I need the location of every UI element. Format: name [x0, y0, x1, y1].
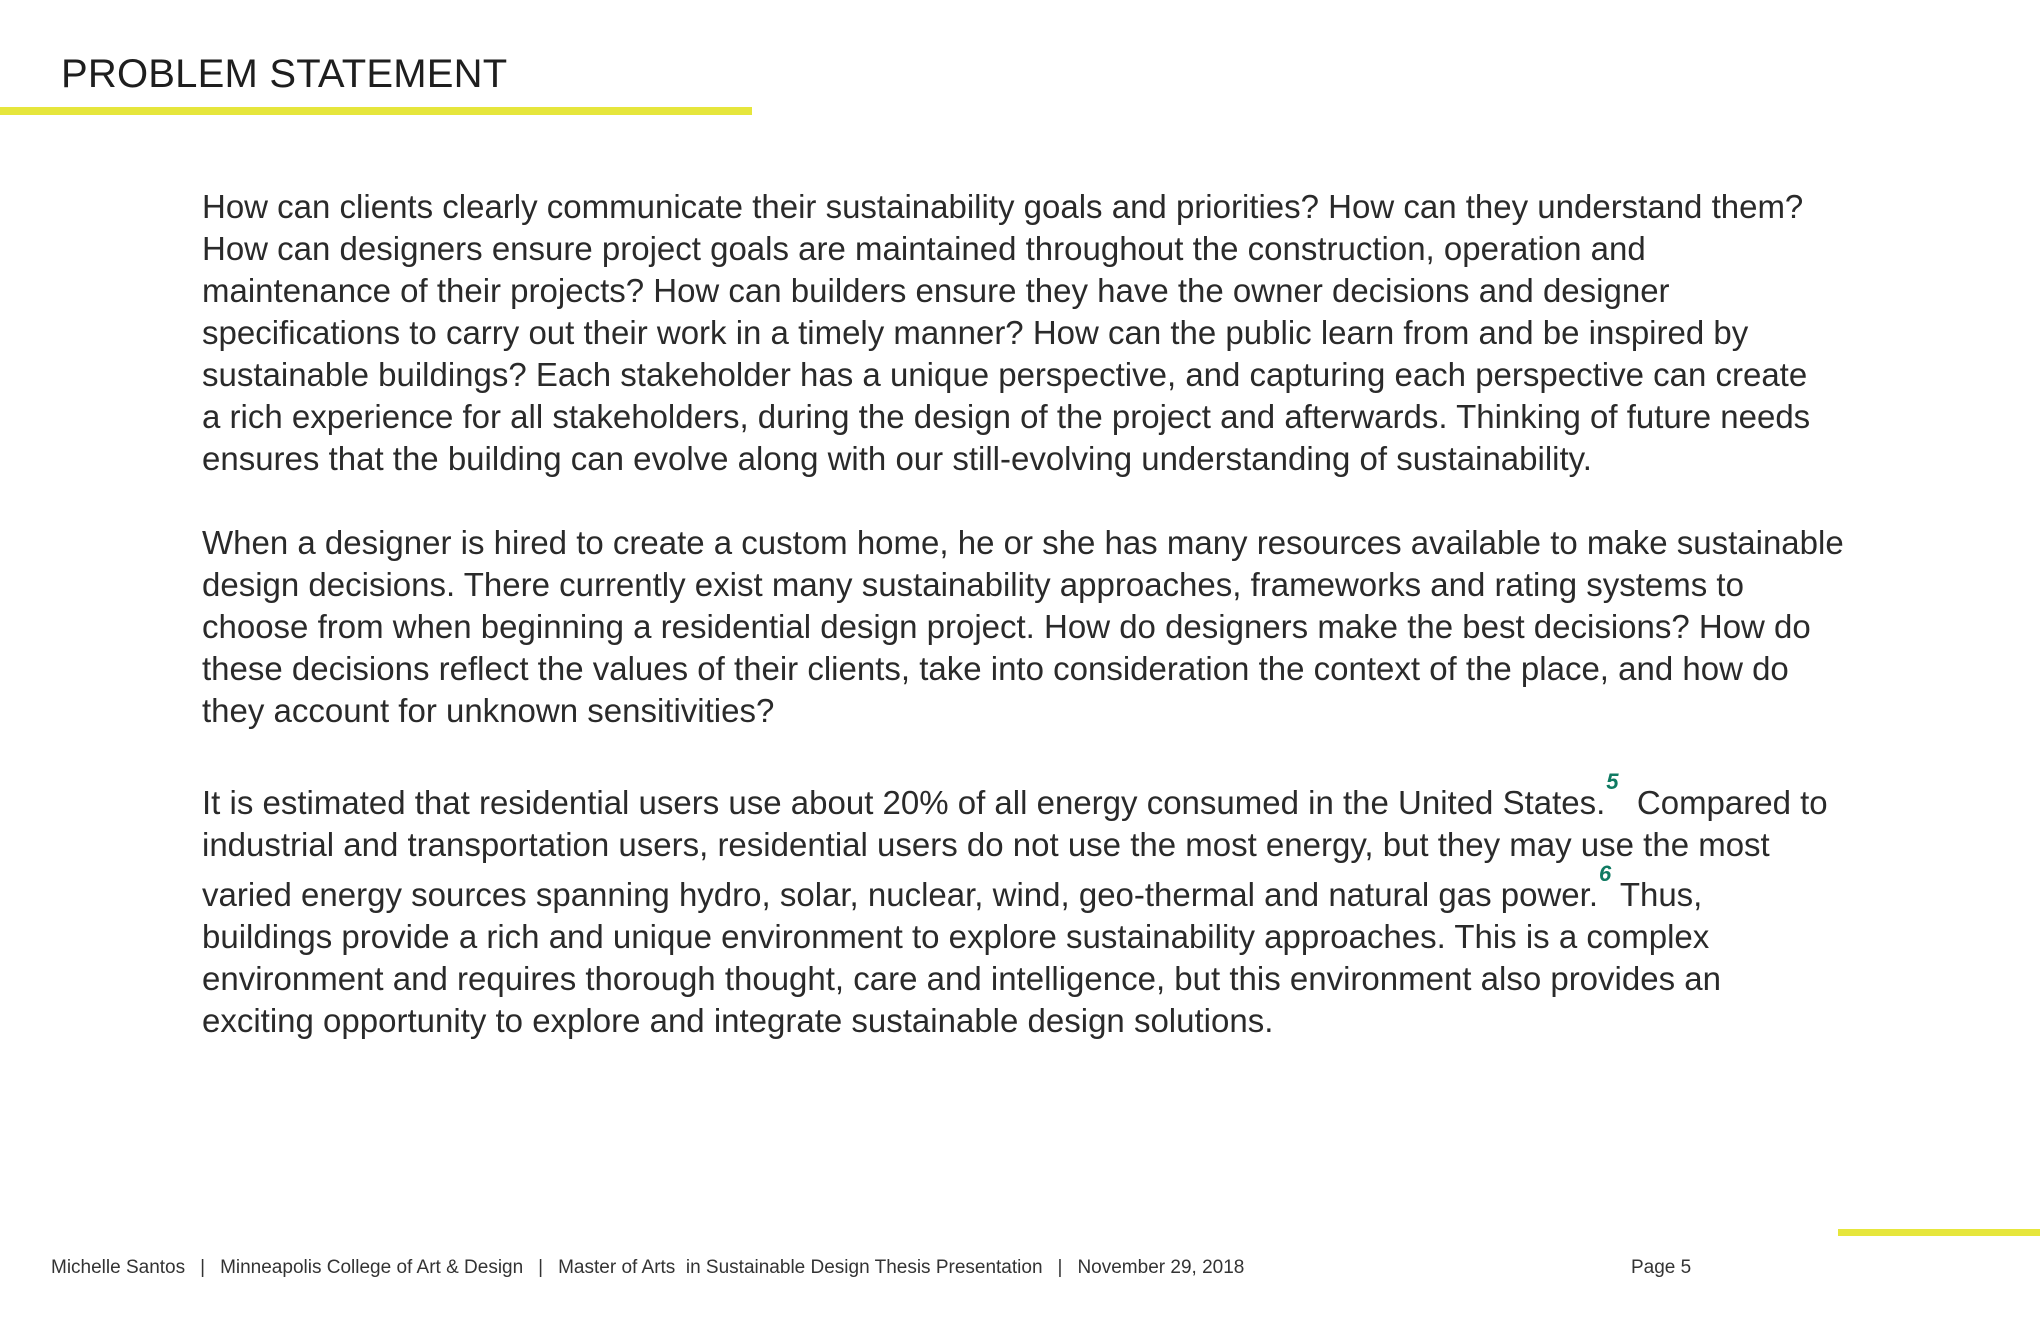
footer-school: Minneapolis College of Art & Design — [220, 1257, 524, 1278]
footer-accent-bar — [1838, 1229, 2040, 1236]
text-line: design decisions. There currently exist many sustainability approaches, frameworks and rating systems to — [202, 566, 1744, 603]
page-heading: PROBLEM STATEMENT — [61, 52, 508, 96]
footer-program: Master of Arts in Sustainable Design Thesis Presentation — [558, 1257, 1043, 1278]
text-segment: Thus, — [1611, 876, 1703, 913]
paragraph-2 — [202, 522, 2002, 732]
footer-separator: | — [1057, 1257, 1063, 1278]
footer-author: Michelle Santos — [51, 1257, 186, 1278]
text-line: environment and requires thorough thought, care and intelligence, but this environment also provides an — [202, 960, 1721, 997]
text-line — [202, 861, 2002, 916]
paragraph-1 — [202, 186, 2002, 480]
text-line: maintenance of their projects? How can builders ensure they have the owner decisions and designer — [202, 272, 1670, 309]
text-line: ensures that the building can evolve along with our still-evolving understanding of sustainability. — [202, 440, 1592, 477]
footer-separator: | — [538, 1257, 544, 1278]
text-line — [202, 769, 2002, 824]
text-line: a rich experience for all stakeholders, during the design of the project and afterwards. Thinking of future needs — [202, 398, 1811, 435]
text-line: specifications to carry out their work in a timely manner? How can the public learn from and be inspired by — [202, 314, 1749, 351]
footnote-reference-6[interactable]: 6 — [1599, 861, 1612, 886]
paragraph-3 — [202, 769, 2002, 1042]
text-line: exciting opportunity to explore and integrate sustainable design solutions. — [202, 1002, 1274, 1039]
page-number: Page 5 — [1631, 1257, 1692, 1278]
text-line: How can designers ensure project goals are maintained throughout the construction, operation and — [202, 230, 1646, 267]
text-segment: It is estimated that residential users use about 20% of all energy consumed in the United States. — [202, 784, 1606, 821]
footnote-reference-5[interactable]: 5 — [1606, 769, 1619, 794]
text-line: buildings provide a rich and unique environment to explore sustainability approaches. This is a complex — [202, 918, 1710, 955]
body-text — [202, 186, 2002, 1042]
footer-separator: | — [200, 1257, 206, 1278]
text-line: these decisions reflect the values of their clients, take into consideration the context of the place, and how do — [202, 650, 1789, 687]
footer — [51, 1257, 1244, 1279]
footer-date: November 29, 2018 — [1077, 1257, 1245, 1278]
text-segment: varied energy sources spanning hydro, solar, nuclear, wind, geo-thermal and natural gas power. — [202, 876, 1598, 913]
text-line: When a designer is hired to create a custom home, he or she has many resources available to make sustainable — [202, 524, 1844, 561]
text-line: How can clients clearly communicate their sustainability goals and priorities? How can they understand them? — [202, 188, 1804, 225]
text-segment: Compared to — [1618, 784, 1828, 821]
text-line: choose from when beginning a residential design project. How do designers make the best decisions? How do — [202, 608, 1811, 645]
heading-underline-bar — [0, 107, 752, 115]
text-line: sustainable buildings? Each stakeholder has a unique perspective, and capturing each perspective can create — [202, 356, 1808, 393]
text-line: they account for unknown sensitivities? — [202, 692, 775, 729]
text-line: industrial and transportation users, residential users do not use the most energy, but they may use the most — [202, 826, 1770, 863]
